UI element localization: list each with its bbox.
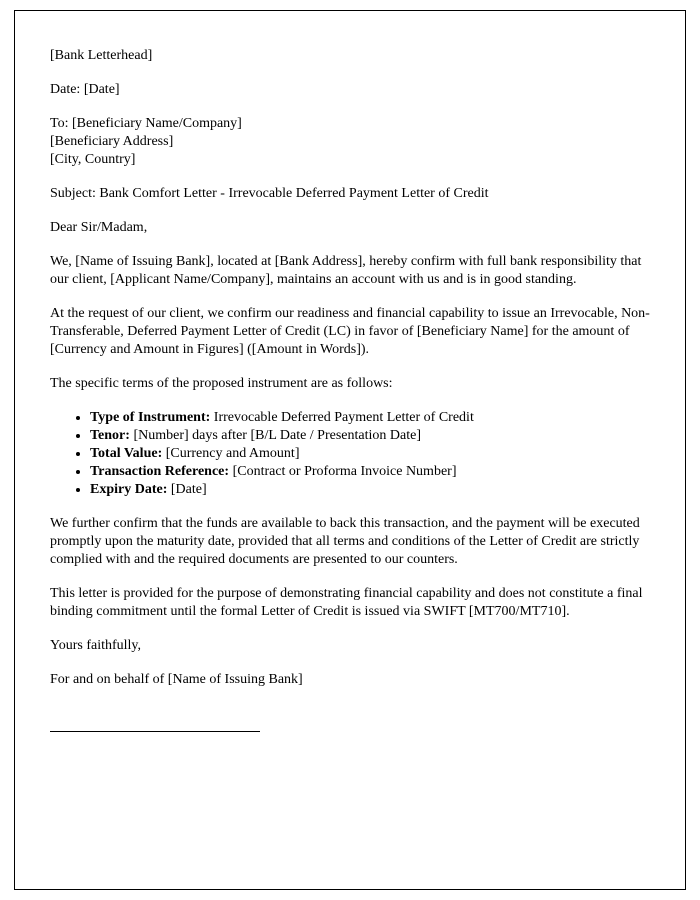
body-paragraph-disclaimer: This letter is provided for the purpose of demonstrating financial capability and does not constitute a final binding commitment until the formal Letter of Credit is issued via SWIFT [MT700/MT710].: [50, 586, 643, 619]
body-paragraph-funds: We further confirm that the funds are available to back this transaction, and the payment will be executed promptly upon the maturity date, provided that all terms and conditions of the Letter of Credit are strictly complied with and the required documents are presented to our counters.: [50, 516, 640, 567]
term-label: Expiry Date:: [90, 482, 168, 497]
closing-line: Yours faithfully,: [50, 638, 142, 653]
term-value: Irrevocable Deferred Payment Letter of Credit: [210, 410, 474, 425]
term-value: [Date]: [167, 482, 207, 497]
recipient-address-line: [Beneficiary Address]: [50, 134, 174, 149]
term-item-transaction-reference: [90, 463, 650, 481]
letter-page: [14, 10, 686, 890]
body-paragraph-confirmation: We, [Name of Issuing Bank], located at [Bank Address], hereby confirm with full bank responsibility that our client, [Applicant Name/Company], maintains an account with us and is in good standing.: [50, 254, 642, 287]
letter-content: [15, 11, 685, 732]
recipient-name-line: To: [Beneficiary Name/Company]: [50, 116, 242, 131]
term-item-type: [90, 409, 650, 427]
terms-list: [50, 409, 650, 499]
body-paragraph-terms-intro: The specific terms of the proposed instrument are as follows:: [50, 376, 393, 391]
term-label: Type of Instrument:: [90, 410, 211, 425]
term-item-expiry-date: [90, 481, 650, 499]
signoff-line: For and on behalf of [Name of Issuing Bank]: [50, 672, 303, 687]
term-label: Transaction Reference:: [90, 464, 230, 479]
signature-line: [50, 731, 260, 732]
term-value: [Contract or Proforma Invoice Number]: [229, 464, 457, 479]
term-item-total-value: [90, 445, 650, 463]
subject-line: Subject: Bank Comfort Letter - Irrevocable Deferred Payment Letter of Credit: [50, 186, 489, 201]
term-label: Tenor:: [90, 428, 130, 443]
body-paragraph-request: At the request of our client, we confirm our readiness and financial capability to issue an Irrevocable, Non-Transferable, Deferred Payment Letter of Credit (LC) in favor of [Beneficiary Name] for the amount of [Currency and Amount in Figures] ([Amount in Words]).: [50, 306, 650, 357]
term-label: Total Value:: [90, 446, 163, 461]
term-value: [Number] days after [B/L Date / Presentation Date]: [129, 428, 421, 443]
letterhead-placeholder: [Bank Letterhead]: [50, 48, 153, 63]
recipient-city-line: [City, Country]: [50, 152, 136, 167]
recipient-block: [50, 115, 650, 169]
term-item-tenor: [90, 427, 650, 445]
term-value: [Currency and Amount]: [162, 446, 300, 461]
salutation: Dear Sir/Madam,: [50, 220, 148, 235]
date-line: Date: [Date]: [50, 82, 120, 97]
